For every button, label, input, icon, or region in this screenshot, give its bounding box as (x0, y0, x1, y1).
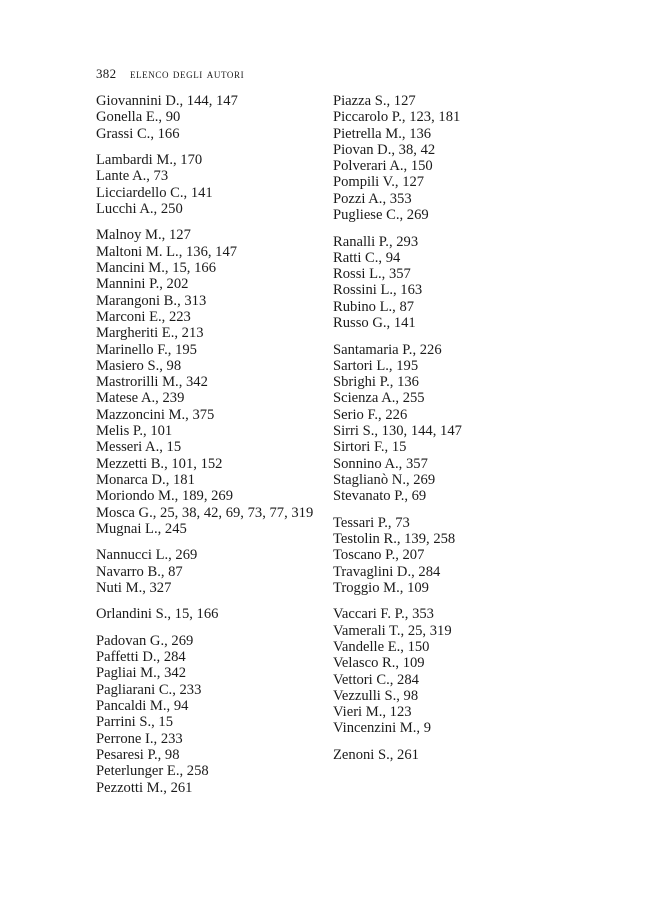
author-entry: Moriondo M., 189, 269 (96, 488, 234, 505)
author-entry: Parrini S., 15 (96, 714, 174, 731)
author-entry: Pugliese C., 269 (333, 207, 429, 224)
author-entry: Serio F., 226 (333, 406, 408, 423)
author-entry: Piccarolo P., 123, 181 (333, 109, 461, 126)
author-entry: Sirri S., 130, 144, 147 (333, 423, 462, 440)
author-entry: Nuti M., 327 (96, 579, 172, 596)
author-entry: Nannucci L., 269 (96, 547, 198, 564)
author-entry: Pozzi A., 353 (333, 190, 412, 207)
author-entry: Vincenzini M., 9 (333, 720, 432, 737)
author-entry: Toscano P., 207 (333, 547, 425, 564)
author-entry: Matese A., 239 (96, 390, 185, 407)
author-entry: Pompili V., 127 (333, 174, 425, 191)
author-index-left-column (96, 93, 313, 806)
author-entry: Vamerali T., 25, 319 (333, 622, 452, 639)
author-entry: Staglianò N., 269 (333, 471, 436, 488)
author-entry: Pagliai M., 342 (96, 665, 186, 682)
author-entry: Gonella E., 90 (96, 109, 181, 126)
author-entry: Mazzoncini M., 375 (96, 406, 215, 423)
author-entry: Pesaresi P., 98 (96, 746, 180, 763)
author-group (96, 606, 313, 622)
author-entry: Navarro B., 87 (96, 563, 183, 580)
page-number: 382 (96, 66, 117, 81)
author-entry: Sbrighi P., 136 (333, 374, 419, 391)
author-entry: Ratti C., 94 (333, 249, 401, 266)
author-entry: Travaglini D., 284 (333, 563, 441, 580)
section-title: elenco degli autori (129, 66, 245, 81)
author-entry: Piovan D., 38, 42 (333, 141, 436, 158)
author-entry: Piazza S., 127 (333, 93, 416, 109)
author-entry: Pezzotti M., 261 (96, 779, 193, 796)
author-entry: Perrone I., 233 (96, 730, 183, 747)
author-entry: Vettori C., 284 (333, 671, 419, 688)
author-entry: Sartori L., 195 (333, 357, 419, 374)
author-entry: Peterlunger E., 258 (96, 763, 209, 780)
author-group (333, 93, 462, 223)
author-entry: Mugnai L., 245 (96, 520, 187, 537)
author-entry: Vezzulli S., 98 (333, 687, 419, 704)
author-entry: Lucchi A., 250 (96, 200, 183, 217)
author-entry: Vieri M., 123 (333, 704, 412, 721)
author-entry: Troggio M., 109 (333, 579, 429, 596)
author-group (333, 342, 462, 505)
author-entry: Malnoy M., 127 (96, 227, 191, 244)
author-entry: Rossi L., 357 (333, 266, 411, 283)
author-group (96, 633, 313, 796)
author-entry: Santamaria P., 226 (333, 341, 442, 358)
author-entry: Scienza A., 255 (333, 390, 425, 407)
author-group (96, 152, 313, 217)
author-entry: Polverari A., 150 (333, 158, 433, 175)
author-entry: Vandelle E., 150 (333, 638, 430, 655)
author-group (96, 227, 313, 537)
author-entry: Mancini M., 15, 166 (96, 260, 216, 277)
author-entry: Messeri A., 15 (96, 439, 182, 456)
author-entry: Testolin R., 139, 258 (333, 530, 456, 547)
author-entry: Melis P., 101 (96, 423, 173, 440)
author-entry: Lante A., 73 (96, 168, 169, 185)
author-entry: Marconi E., 223 (96, 308, 191, 325)
author-group (333, 606, 462, 736)
author-entry: Maltoni M. L., 136, 147 (96, 243, 238, 260)
author-entry: Pancaldi M., 94 (96, 698, 189, 715)
author-entry: Paffetti D., 284 (96, 649, 186, 666)
author-entry: Monarca D., 181 (96, 471, 195, 488)
author-entry: Licciardello C., 141 (96, 184, 213, 201)
author-entry: Marangoni B., 313 (96, 292, 207, 309)
author-entry: Rossini L., 163 (333, 282, 423, 299)
author-entry: Russo G., 141 (333, 315, 416, 332)
author-entry: Padovan G., 269 (96, 632, 194, 649)
author-group (333, 234, 462, 332)
author-entry: Pietrella M., 136 (333, 125, 432, 142)
running-head (96, 66, 244, 82)
author-entry: Velasco R., 109 (333, 655, 425, 672)
author-entry: Vaccari F. P., 353 (333, 606, 434, 623)
author-entry: Sirtori F., 15 (333, 439, 407, 456)
author-group (333, 747, 462, 763)
author-entry: Mezzetti B., 101, 152 (96, 455, 223, 472)
author-entry: Mosca G., 25, 38, 42, 69, 73, 77, 319 (96, 504, 314, 521)
author-entry: Pagliarani C., 233 (96, 681, 202, 698)
author-entry: Grassi C., 166 (96, 125, 180, 142)
author-entry: Giovannini D., 144, 147 (96, 93, 238, 109)
author-entry: Zenoni S., 261 (333, 746, 419, 763)
author-entry: Tessari P., 73 (333, 514, 410, 531)
author-group (96, 547, 313, 596)
author-entry: Masiero S., 98 (96, 357, 182, 374)
author-entry: Stevanato P., 69 (333, 488, 427, 505)
author-entry: Mannini P., 202 (96, 276, 189, 293)
author-entry: Orlandini S., 15, 166 (96, 606, 219, 623)
author-entry: Lambardi M., 170 (96, 152, 203, 169)
author-entry: Margheriti E., 213 (96, 325, 204, 342)
author-group (333, 515, 462, 596)
author-entry: Mastrorilli M., 342 (96, 374, 208, 391)
author-entry: Marinello F., 195 (96, 341, 197, 358)
author-entry: Sonnino A., 357 (333, 455, 428, 472)
author-entry: Rubino L., 87 (333, 298, 415, 315)
author-group (96, 93, 313, 142)
author-entry: Ranalli P., 293 (333, 233, 419, 250)
author-index-right-column (333, 93, 462, 773)
